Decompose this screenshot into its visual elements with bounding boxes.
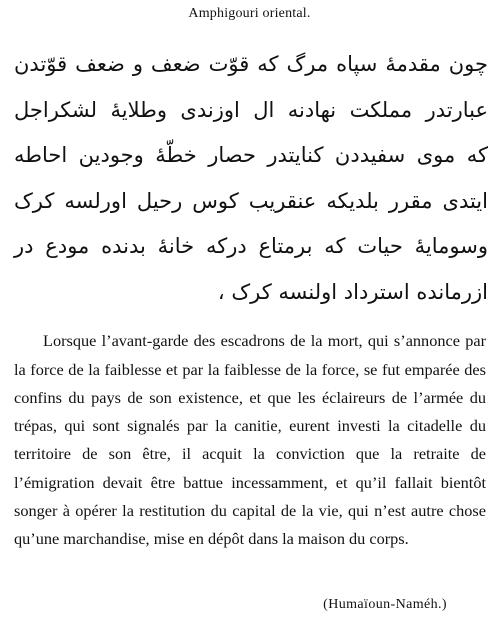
french-translation: Lorsque l’avant-garde des escadrons de la mort, qui s’annonce par la force de la faiblesse et par la faiblesse de la force, se fut emparée des confins du pays de son existence, et que les éclaireurs de l’armée du trépas, qui sont signalés par la canitie, eurent investi la citadelle du territoire de son être, il acquit la conviction que la retraite de l’émigration devait être battue incessamment, et qu’il fallait bientôt songer à opérer la restitution du capital de la vie, qui n’est autre chose qu’une marchandise, mise en dépôt dans la maison du corps. — [14, 331, 486, 549]
persian-line-6: ازرمانده استرداد اولنسه کرک ، — [217, 279, 488, 304]
running-head: Amphigouri oriental. — [188, 6, 311, 21]
persian-line-1: چون مقدمهٔ سپاه مرگ که قوّت ضعف و ضعف قوّتدن — [14, 52, 488, 76]
persian-line-2: عبارتدر مملکت نهادنه ال اوزندی وطلایهٔ لشکراجل — [14, 97, 488, 122]
persian-line-3: که موی سفیددن کنایتدر حصار خطّهٔ وجودین احاطه — [14, 143, 488, 167]
persian-verse — [14, 42, 488, 315]
persian-line-5: وسومایهٔ حیات که برمتاع درکه خانهٔ بدنده مودع در — [14, 234, 488, 258]
persian-line-4: ایتدی مقرر بلدیکه عنقریب کوس رحیل اورلسه کرک — [14, 188, 488, 213]
source-attribution: (Humaïoun-Naméh.) — [323, 597, 447, 612]
